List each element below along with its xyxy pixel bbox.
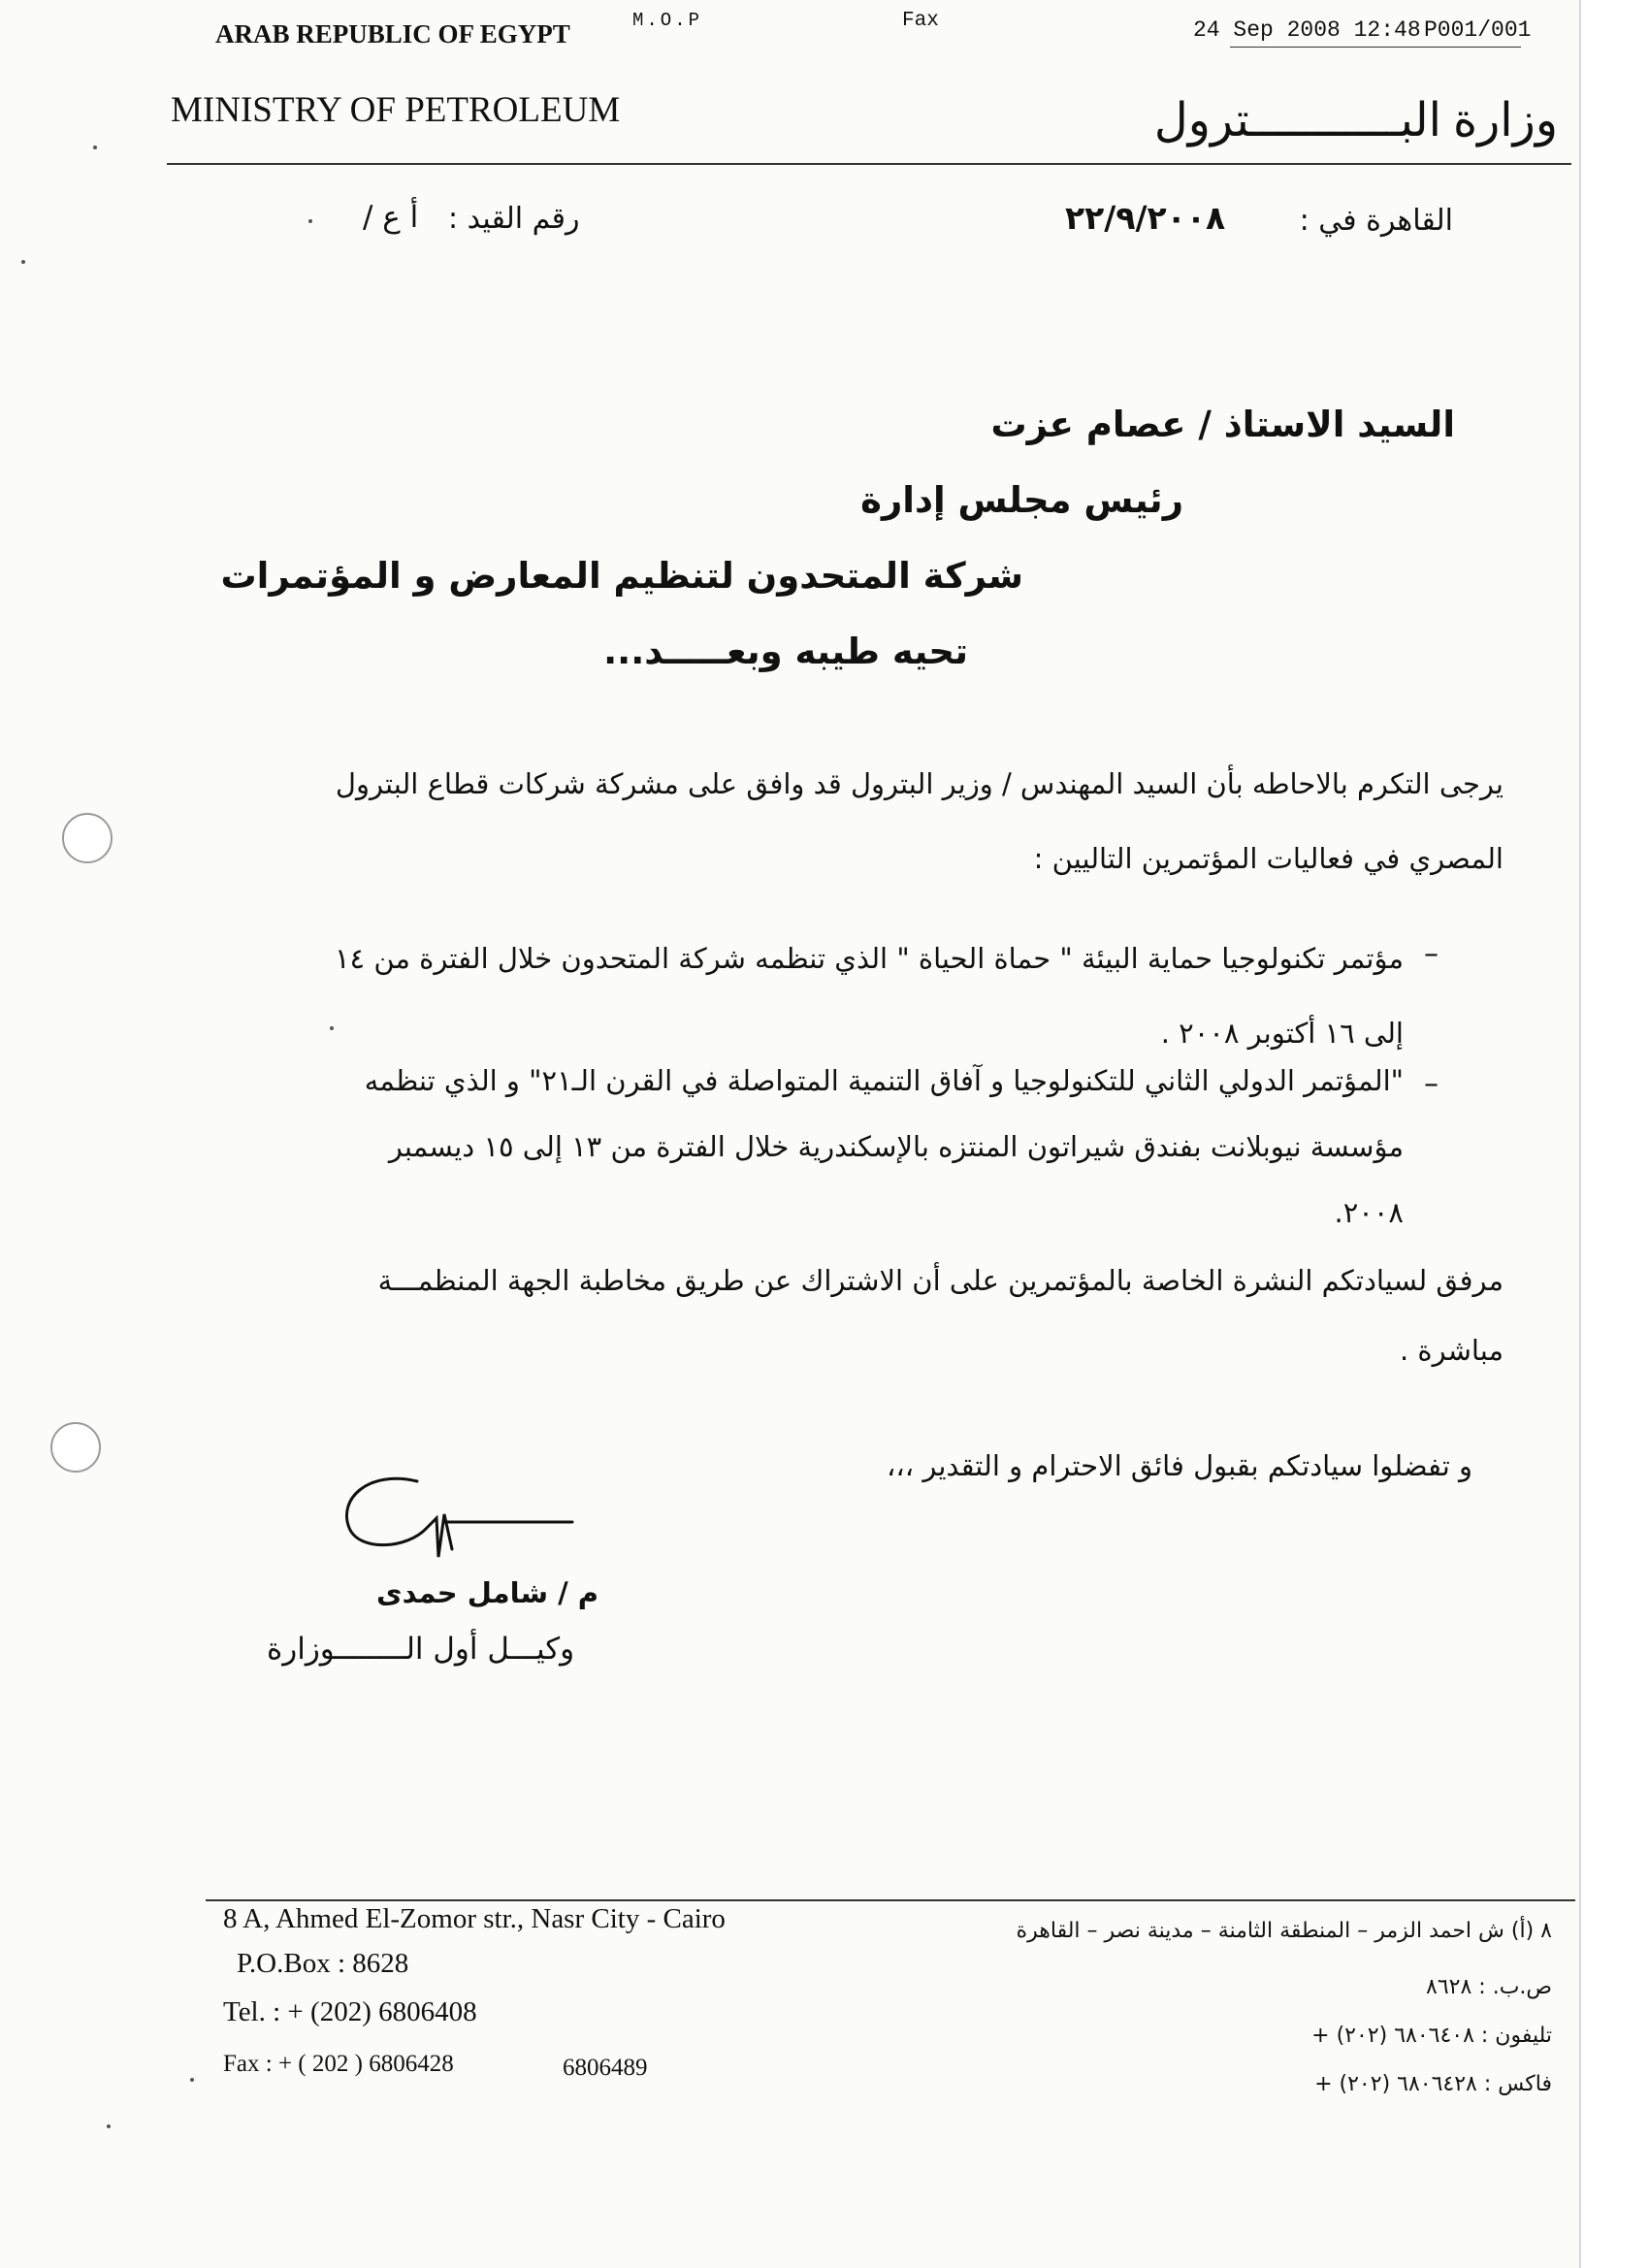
intro-line-2: المصري في فعاليات المؤتمرين التاليين : (1033, 842, 1504, 875)
addressee-title: رئيس مجلس إدارة (860, 479, 1183, 521)
list-dash-2: – (1424, 1067, 1439, 1101)
signatory-title: وكيـــل أول الــــــــوزارة (267, 1632, 575, 1667)
letterhead-divider (167, 163, 1571, 165)
item-1-line-2: إلى ١٦ أكتوبر ٢٠٠٨ . (1160, 1017, 1404, 1050)
addressee-name: السيد الاستاذ / عصام عزت (990, 404, 1455, 445)
list-dash-1: – (1424, 937, 1439, 971)
footer-tel-ar: تليفون : ٦٨٠٦٤٠٨ (٢٠٢) + (1311, 2024, 1552, 2048)
punch-hole-top (62, 813, 113, 863)
fax-timestamp: 24 Sep 2008 12:48 (1193, 17, 1421, 43)
item-2-line-2: مؤسسة نيوبلانت بفندق شيراتون المنتزه بالإسكندرية خلال الفترة من ١٣ إلى ١٥ ديسمبر (388, 1130, 1404, 1163)
cairo-date-value: ٢٢/٩/٢٠٠٨ (1065, 199, 1226, 237)
record-number-value: أ ع / (363, 200, 419, 235)
greeting: تحيه طيبه وبعـــــد... (603, 631, 968, 672)
scan-edge (1579, 0, 1649, 2268)
item-2-line-1: "المؤتمر الدولي الثاني للتكنولوجيا و آفاق التنمية المتواصلة في القرن الـ٢١" و الذي تنظمه (364, 1064, 1404, 1097)
country-name-en: ARAB REPUBLIC OF EGYPT (215, 19, 570, 49)
fax-sender: M.O.P (632, 10, 703, 31)
footer-fax-ar: فاكس : ٦٨٠٦٤٢٨ (٢٠٢) + (1314, 2072, 1552, 2096)
item-1-line-1: مؤتمر تكنولوجيا حماية البيئة " حماة الحياة " الذي تنظمه شركة المتحدون خلال الفترة من ١٤ (334, 942, 1404, 975)
attached-line-1: مرفق لسيادتكم النشرة الخاصة بالمؤتمرين على أن الاشتراك عن طريق مخاطبة الجهة المنظمـــة (377, 1264, 1504, 1297)
footer-divider (206, 1899, 1575, 1901)
footer-tel-en: Tel. : + (202) 6806408 (223, 1996, 477, 2027)
item-2-line-3: ٢٠٠٨. (1334, 1196, 1404, 1229)
ministry-name-en: MINISTRY OF PETROLEUM (171, 90, 621, 130)
addressee-company: شركة المتحدون لتنظيم المعارض و المؤتمرات (220, 555, 1023, 597)
footer-address-en: 8 A, Ahmed El-Zomor str., Nasr City - Cairo (223, 1903, 726, 1934)
footer-address-ar: ٨ (أ) ش احمد الزمر – المنطقة الثامنة – مدينة نصر – القاهرة (1016, 1919, 1552, 1943)
footer-pobox-en: P.O.Box : 8628 (237, 1948, 409, 1979)
intro-paragraph (242, 747, 1504, 896)
punch-hole-bottom (50, 1422, 101, 1473)
list-item-2 (240, 1048, 1404, 1246)
intro-line-1: يرجى التكرم بالاحاطه بأن السيد المهندس / وزير البترول قد وافق على مشركة شركات قطاع البترول (335, 767, 1504, 800)
footer-fax-en-2: 6806489 (563, 2055, 648, 2081)
ministry-name-ar: وزارة البـــــــــــترول (1153, 95, 1558, 146)
record-number-label: رقم القيد : (448, 202, 580, 236)
footer-fax-en: Fax : + ( 202 ) 6806428 (223, 2051, 454, 2077)
fax-label: Fax (902, 10, 939, 32)
footer-pobox-ar: ص.ب. : ٨٦٢٨ (1426, 1975, 1552, 1999)
closing-sentence: و تفضلوا سيادتكم بقبول فائق الاحترام و التقدير ،،، (887, 1449, 1472, 1482)
cairo-date-label: القاهرة في : (1299, 204, 1453, 238)
attachment-paragraph (242, 1246, 1504, 1385)
fax-page-count: P001/001 (1424, 17, 1532, 43)
signature-mark (330, 1460, 592, 1576)
signatory-name: م / شامل حمدى (376, 1576, 599, 1609)
attached-line-2: مباشرة . (1399, 1334, 1504, 1367)
